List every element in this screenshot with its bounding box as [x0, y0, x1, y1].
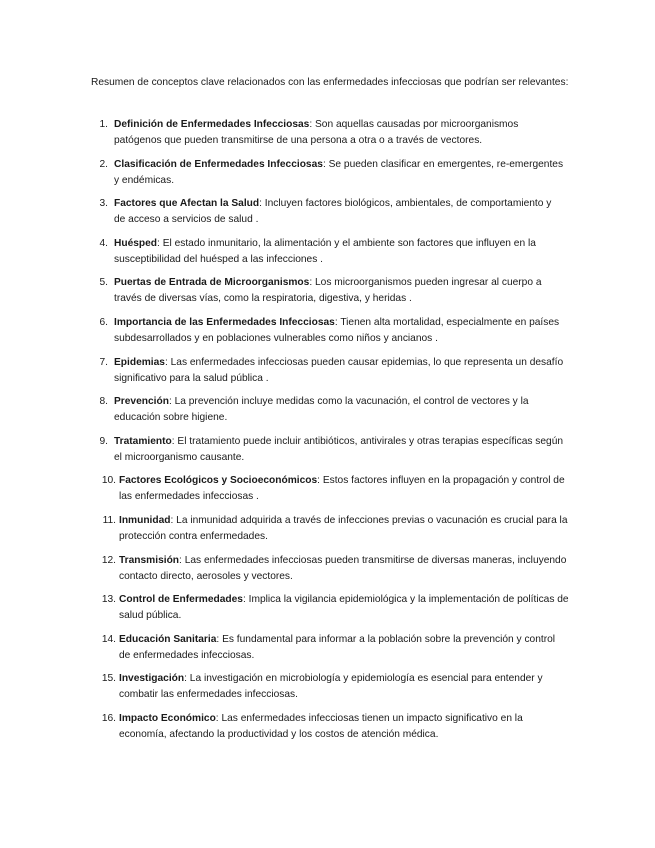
- list-item-description: Estos factores influyen en la propagación y control de las enfermedades infecciosas .: [119, 475, 565, 503]
- list-item-number: 8.: [99, 396, 108, 408]
- list-item-term: Control de Enfermedades: [119, 594, 243, 606]
- list-item-text: Huésped: El estado inmunitario, la alimentación y el ambiente son factores que influyen en la susceptibilidad del huésped a las infecciones .: [114, 237, 536, 265]
- list-item-term: Factores Ecológicos y Socioeconómicos: [119, 475, 318, 487]
- list-item-description: El estado inmunitario, la alimentación y el ambiente son factores que influyen en la susceptibilidad del huésped a las infecciones .: [114, 237, 536, 265]
- list-item-term: Epidemias: [114, 356, 165, 368]
- list-item-description: Incluyen factores biológicos, ambientales, de comportamiento y de acceso a servicios de salud .: [114, 198, 552, 226]
- list-item-description: Las enfermedades infecciosas pueden transmitirse de diversas maneras, incluyendo contacto directo, aerosoles y vectores.: [119, 554, 567, 582]
- list-item-text: Clasificación de Enfermedades Infecciosas: Se pueden clasificar en emergentes, re-emergentes y endémicas.: [114, 158, 564, 186]
- list-item-text: Puertas de Entrada de Microorganismos: Los microorganismos pueden ingresar al cuerpo a través de diversas vías, como la respiratoria, digestiva, y heridas .: [114, 277, 542, 305]
- list-item-description: Son aquellas causadas por microorganismos patógenos que pueden transmitirse de una persona a otra o a través de vectores.: [114, 119, 519, 146]
- list-item-number: 10.: [101, 475, 116, 487]
- list-item-number: 6.: [99, 317, 108, 328]
- list-item-text: Prevención: La prevención incluye medidas como la vacunación, el control de vectores y la educación sobre higiene.: [114, 396, 529, 424]
- list-item-term: Factores que Afectan la Salud: [114, 198, 260, 210]
- list-item-number: 14.: [101, 633, 116, 645]
- list-item-description: Se pueden clasificar en emergentes, re-emergentes y endémicas.: [114, 158, 564, 186]
- list-item-text: Epidemias: Las enfermedades infecciosas pueden causar epidemias, lo que representa un desafío significativo para la salud pública .: [114, 356, 564, 384]
- list-item-description: La inmunidad adquirida a través de infecciones previas o vacunación es crucial para la protección contra enfermedades.: [119, 515, 568, 542]
- list-item-description: La prevención incluye medidas como la vacunación, el control de vectores y la educación sobre higiene.: [114, 396, 529, 424]
- list-item-term: Importancia de las Enfermedades Infecciosas: [114, 317, 335, 328]
- list-item-description: La investigación en microbiología y epidemiología es esencial para entender y combatir las enfermedades infecciosas.: [119, 673, 543, 701]
- list-item-term: Definición de Enfermedades Infecciosas: [114, 119, 310, 130]
- list-item-text: Definición de Enfermedades Infecciosas: Son aquellas causadas por microorganismos patógenos que pueden transmitirse de una persona a otra o a través de vectores.: [114, 119, 519, 146]
- list-item-text: Importancia de las Enfermedades Infecciosas: Tienen alta mortalidad, especialmente en países subdesarrollados y en poblaciones vulnerables como niños y ancianos .: [114, 317, 560, 344]
- list-item-number: 13.: [101, 594, 116, 606]
- list-item-text: Factores Ecológicos y Socioeconómicos: Estos factores influyen en la propagación y control de las enfermedades infecciosas .: [119, 475, 565, 503]
- list-item-description: El tratamiento puede incluir antibióticos, antivirales y otras terapias específicas según el microorganismo causante.: [114, 435, 564, 463]
- list-item-number: 12.: [101, 554, 116, 566]
- list-item-number: 1.: [99, 119, 108, 130]
- list-item-description: Implica la vigilancia epidemiológica y la implementación de políticas de salud pública.: [119, 594, 569, 622]
- list-item-term: Educación Sanitaria: [119, 633, 217, 645]
- list-item-number: 9.: [99, 435, 108, 447]
- list-item-description: Las enfermedades infecciosas pueden causar epidemias, lo que representa un desafío significativo para la salud pública .: [114, 356, 564, 384]
- intro-paragraph: Resumen de conceptos clave relacionados con las enfermedades infecciosas que podrían ser relevantes:: [91, 77, 569, 88]
- list-item-text: Educación Sanitaria: Es fundamental para informar a la población sobre la prevención y control de enfermedades infecciosas.: [119, 633, 556, 661]
- list-item-number: 4.: [99, 237, 108, 249]
- list-item-term: Puertas de Entrada de Microorganismos: [114, 277, 310, 289]
- list-item-number: 2.: [99, 158, 108, 170]
- list-item-description: Es fundamental para informar a la población sobre la prevención y control de enfermedades infecciosas.: [119, 633, 556, 661]
- list-item-term: Investigación: [119, 673, 185, 685]
- list-item-number: 7.: [99, 356, 108, 368]
- list-item-description: Las enfermedades infecciosas tienen un impacto significativo en la economía, afectando la productividad y los costos de atención médica.: [119, 713, 523, 740]
- list-item-number: 15.: [101, 673, 116, 685]
- list-item-text: Control de Enfermedades: Implica la vigilancia epidemiológica y la implementación de políticas de salud pública.: [119, 594, 569, 622]
- list-item-number: 11.: [102, 515, 116, 526]
- list-item-term: Huésped: [114, 237, 158, 249]
- list-item-text: Impacto Económico: Las enfermedades infecciosas tienen un impacto significativo en la economía, afectando la productividad y los costos de atención médica.: [119, 713, 523, 740]
- list-item-number: 5.: [99, 277, 108, 289]
- list-item-term: Inmunidad: [119, 515, 171, 526]
- list-item-description: Tienen alta mortalidad, especialmente en países subdesarrollados y en poblaciones vulnerables como niños y ancianos .: [114, 317, 560, 344]
- list-item-text: Inmunidad: La inmunidad adquirida a través de infecciones previas o vacunación es crucial para la protección contra enfermedades.: [119, 515, 568, 542]
- list-item-text: Tratamiento: El tratamiento puede incluir antibióticos, antivirales y otras terapias específicas según el microorganismo causante.: [114, 435, 564, 463]
- list-item-text: Factores que Afectan la Salud: Incluyen factores biológicos, ambientales, de comportamiento y de acceso a servicios de salud .: [114, 198, 552, 226]
- list-item-text: Investigación: La investigación en microbiología y epidemiología es esencial para entender y combatir las enfermedades infecciosas.: [119, 673, 543, 701]
- list-item-term: Prevención: [114, 396, 169, 408]
- list-item-term: Tratamiento: [114, 435, 172, 447]
- list-item-text: Transmisión: Las enfermedades infecciosas pueden transmitirse de diversas maneras, incluyendo contacto directo, aerosoles y vectores.: [119, 554, 567, 582]
- list-item-term: Clasificación de Enfermedades Infecciosas: [114, 158, 323, 170]
- list-item-number: 3.: [99, 198, 108, 210]
- list-item-description: Los microorganismos pueden ingresar al cuerpo a través de diversas vías, como la respiratoria, digestiva, y heridas .: [114, 277, 542, 305]
- list-item-number: 16.: [101, 713, 116, 724]
- list-item-term: Transmisión: [119, 554, 180, 566]
- list-item-term: Impacto Económico: [119, 713, 216, 724]
